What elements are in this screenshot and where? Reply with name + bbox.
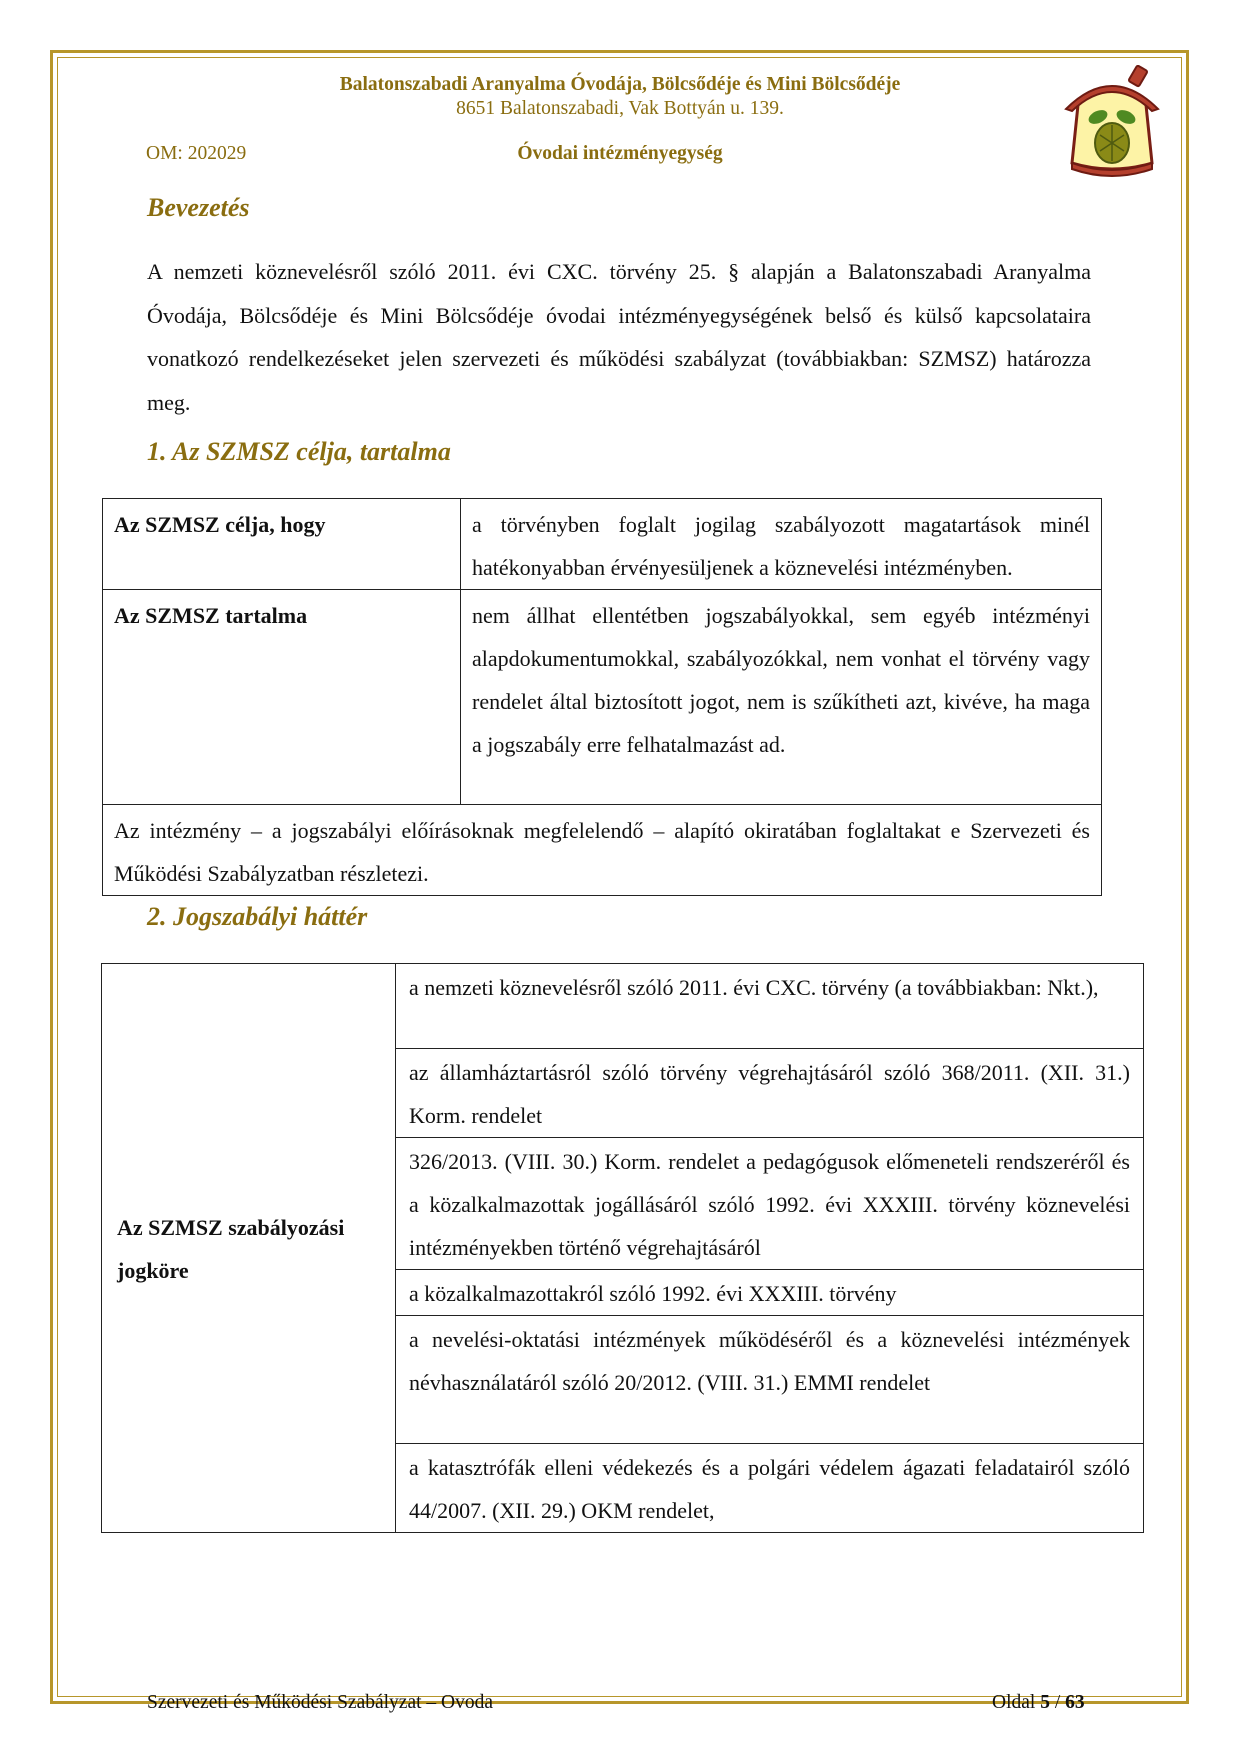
intro-paragraph: A nemzeti köznevelésről szóló 2011. évi CXC. törvény 25. § alapján a Balatonszabadi Aranyalma Óvodája, Bölcsődéje és Mini Bölcsődéje óvodai intézményegységének belső és külső kapcsolataira vonatkozó rendelkezéseket jelen szervezeti és működési szabályzat (továbbiakban: SZMSZ) határozza meg. [147, 259, 1091, 415]
section2-table [101, 963, 1144, 1533]
list-item: 326/2013. (VIII. 30.) Korm. rendelet a pedagógusok előmeneteli rendszeréről és a közalkalmazottak jogállásáról szóló 1992. évi XXXIII. törvény köznevelési intézményekben történő végrehajtásáról [396, 1138, 1144, 1270]
list-item: a nemzeti köznevelésről szóló 2011. évi CXC. törvény (a továbbiakban: Nkt.), [396, 964, 1144, 1049]
table-row [103, 499, 1102, 590]
table-row [103, 805, 1102, 896]
table-cell-label: Az SZMSZ célja, hogy [103, 499, 461, 590]
unit-title: Óvodai intézményegység [517, 143, 723, 164]
institution-address: 8651 Balatonszabadi, Vak Bottyán u. 139. [456, 98, 784, 119]
om-identifier: OM: 202029 [146, 143, 247, 164]
page-total: 63 [1065, 1692, 1085, 1713]
institution-logo-icon [1060, 65, 1164, 187]
table-cell-text: a törvényben foglalt jogilag szabályozott magatartások minél hatékonyabban érvényesüljenek a köznevelési intézményben. [461, 499, 1102, 590]
page-label: Oldal [992, 1692, 1036, 1713]
section1-heading: 1. Az SZMSZ célja, tartalma [147, 437, 451, 466]
footer-page-number [992, 1692, 1085, 1714]
page-separator: / [1054, 1692, 1061, 1713]
list-item: a katasztrófák elleni védekezés és a polgári védelem ágazati feladatairól szóló 44/2007. (XII. 29.) OKM rendelet, [396, 1444, 1144, 1533]
table-cell-label: Az SZMSZ tartalma [103, 590, 461, 805]
footer-document-title: Szervezeti és Működési Szabályzat – Ovoda [147, 1692, 494, 1713]
page-current: 5 [1040, 1692, 1050, 1713]
intro-heading: Bevezetés [147, 193, 250, 222]
table-cell-label: Az SZMSZ szabályozási jogköre [102, 964, 396, 1533]
table-row [103, 590, 1102, 805]
table-cell-text: Az intézmény – a jogszabályi előírásoknak megfelelendő – alapító okiratában foglaltakat e Szervezeti és Működési Szabályzatban részletezi. [103, 805, 1102, 896]
section2-heading: 2. Jogszabályi háttér [147, 902, 368, 931]
institution-name: Balatonszabadi Aranyalma Óvodája, Bölcsődéje és Mini Bölcsődéje [339, 74, 901, 95]
section1-table [102, 498, 1102, 896]
table-cell-text: nem állhat ellentétben jogszabályokkal, sem egyéb intézményi alapdokumentumokkal, szabályozókkal, nem vonhat el törvény vagy rendelet által biztosított jogot, nem is szűkítheti azt, kivéve, ha maga a jogszabály erre felhatalmazást ad. [461, 590, 1102, 805]
table-row [102, 964, 1144, 1049]
list-item: az államháztartásról szóló törvény végrehajtásáról szóló 368/2011. (XII. 31.) Korm. rendelet [396, 1049, 1144, 1138]
list-item: a nevelési-oktatási intézmények működéséről és a köznevelési intézmények névhasználatáról szóló 20/2012. (VIII. 31.) EMMI rendelet [396, 1316, 1144, 1444]
list-item: a közalkalmazottakról szóló 1992. évi XXXIII. törvény [396, 1270, 1144, 1316]
